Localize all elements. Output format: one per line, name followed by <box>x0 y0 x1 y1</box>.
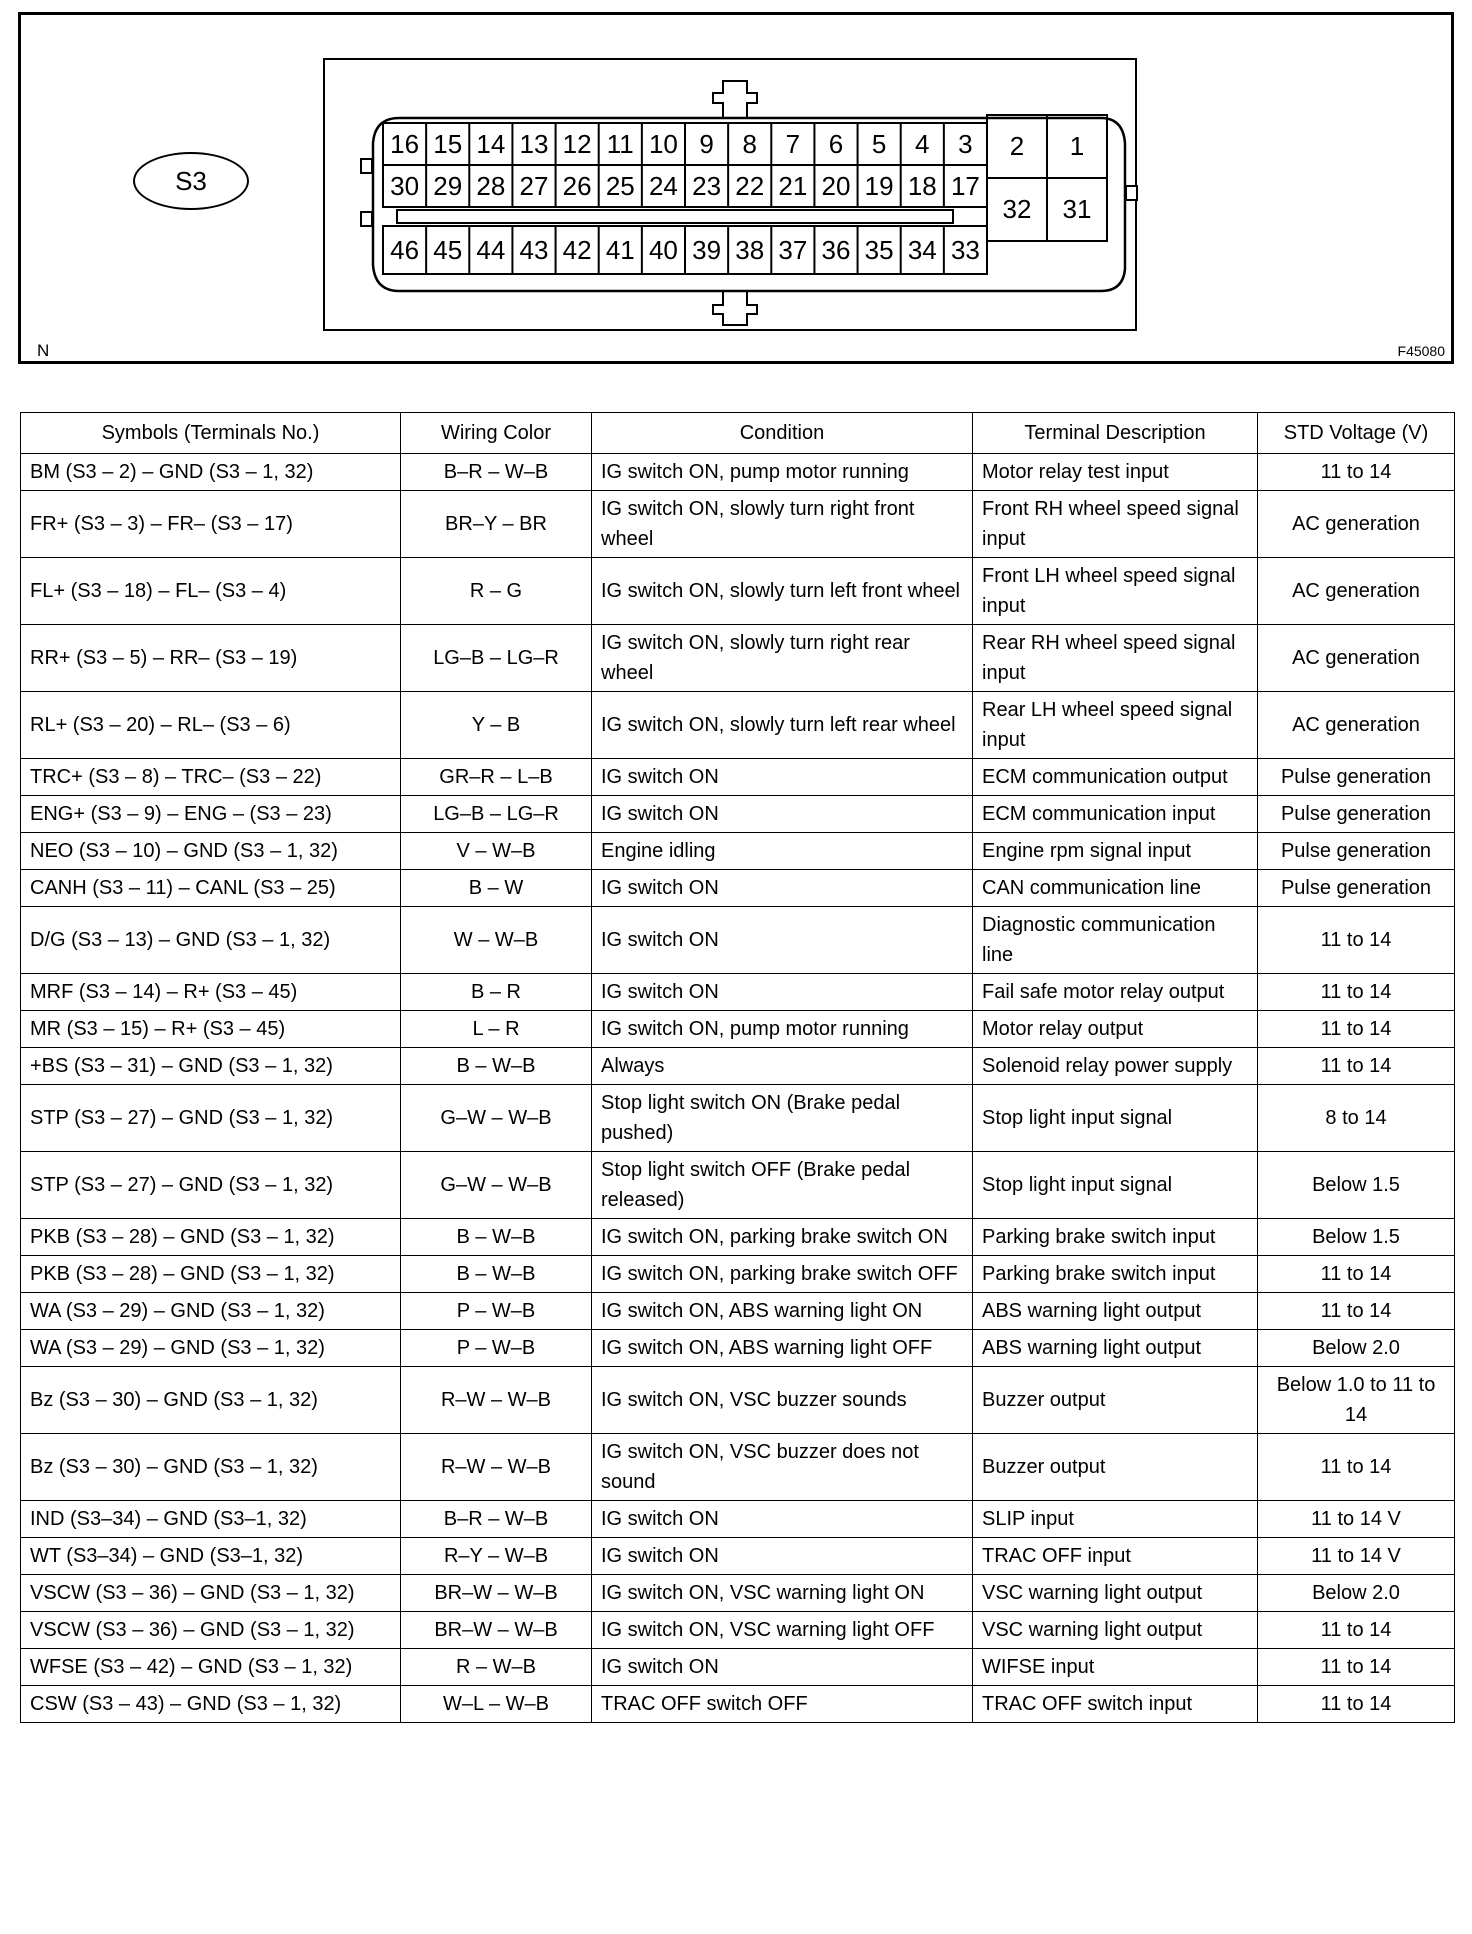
header-symbols: Symbols (Terminals No.) <box>21 413 401 454</box>
cell-terminal-description: Motor relay test input <box>973 454 1258 491</box>
cell-terminal-description: SLIP input <box>973 1501 1258 1538</box>
cell-symbols: WFSE (S3 – 42) – GND (S3 – 1, 32) <box>21 1649 401 1686</box>
pin-number: 45 <box>433 235 463 265</box>
cell-std-voltage: AC generation <box>1258 558 1455 625</box>
cell-terminal-description: Rear RH wheel speed signal input <box>973 625 1258 692</box>
cell-std-voltage: Pulse generation <box>1258 759 1455 796</box>
cell-condition: IG switch ON <box>592 974 973 1011</box>
cell-terminal-description: Parking brake switch input <box>973 1219 1258 1256</box>
table-row <box>21 1011 1455 1048</box>
cell-std-voltage: Below 1.0 to 11 to 14 <box>1258 1367 1455 1434</box>
pin-number: 2 <box>1009 131 1025 161</box>
pin-number: 21 <box>778 171 808 201</box>
cell-symbols: STP (S3 – 27) – GND (S3 – 1, 32) <box>21 1085 401 1152</box>
cell-terminal-description: ABS warning light output <box>973 1293 1258 1330</box>
table-row <box>21 1293 1455 1330</box>
table-header-row <box>21 413 1455 454</box>
header-terminal-description: Terminal Description <box>973 413 1258 454</box>
cell-condition: IG switch ON <box>592 907 973 974</box>
pin-number: 46 <box>390 235 420 265</box>
connector-left-nub-bottom <box>361 212 372 226</box>
pin-number: 4 <box>915 129 930 159</box>
cell-std-voltage: 11 to 14 V <box>1258 1538 1455 1575</box>
cell-std-voltage: 11 to 14 <box>1258 1612 1455 1649</box>
cell-condition: IG switch ON <box>592 1538 973 1575</box>
cell-wiring-color: B–R – W–B <box>401 454 592 491</box>
cell-std-voltage: Below 2.0 <box>1258 1575 1455 1612</box>
cell-std-voltage: 8 to 14 <box>1258 1085 1455 1152</box>
cell-condition: IG switch ON, ABS warning light ON <box>592 1293 973 1330</box>
cell-condition: Stop light switch ON (Brake pedal pushed) <box>592 1085 973 1152</box>
cell-symbols: VSCW (S3 – 36) – GND (S3 – 1, 32) <box>21 1575 401 1612</box>
cell-terminal-description: Front RH wheel speed signal input <box>973 491 1258 558</box>
cell-std-voltage: AC generation <box>1258 625 1455 692</box>
cell-condition: IG switch ON, pump motor running <box>592 1011 973 1048</box>
connector-right-nub <box>1126 186 1137 200</box>
connector-left-nub-top <box>361 159 372 173</box>
table-row <box>21 1501 1455 1538</box>
pin-number: 7 <box>785 129 801 159</box>
pin-number: 18 <box>907 171 937 201</box>
cell-condition: IG switch ON, VSC warning light OFF <box>592 1612 973 1649</box>
cell-wiring-color: P – W–B <box>401 1330 592 1367</box>
cell-wiring-color: R – W–B <box>401 1649 592 1686</box>
cell-std-voltage: 11 to 14 <box>1258 1649 1455 1686</box>
cell-condition: IG switch ON, parking brake switch ON <box>592 1219 973 1256</box>
cell-symbols: ENG+ (S3 – 9) – ENG – (S3 – 23) <box>21 796 401 833</box>
pin-number: 32 <box>1002 194 1032 224</box>
table-row <box>21 1367 1455 1434</box>
cell-condition: Engine idling <box>592 833 973 870</box>
cell-wiring-color: G–W – W–B <box>401 1152 592 1219</box>
table-row <box>21 1538 1455 1575</box>
cell-symbols: FR+ (S3 – 3) – FR– (S3 – 17) <box>21 491 401 558</box>
pin-number: 3 <box>958 129 973 159</box>
cell-wiring-color: LG–B – LG–R <box>401 625 592 692</box>
cell-std-voltage: AC generation <box>1258 491 1455 558</box>
cell-wiring-color: R – G <box>401 558 592 625</box>
table-body <box>21 454 1455 1723</box>
table-row <box>21 1219 1455 1256</box>
cell-wiring-color: V – W–B <box>401 833 592 870</box>
pin-number: 9 <box>699 129 714 159</box>
pin-number: 22 <box>735 171 765 201</box>
cell-condition: IG switch ON, slowly turn right rear wheel <box>592 625 973 692</box>
pin-number: 23 <box>692 171 722 201</box>
cell-symbols: VSCW (S3 – 36) – GND (S3 – 1, 32) <box>21 1612 401 1649</box>
pin-number: 40 <box>648 235 678 265</box>
pin-number: 30 <box>390 171 420 201</box>
cell-terminal-description: Stop light input signal <box>973 1085 1258 1152</box>
cell-symbols: MRF (S3 – 14) – R+ (S3 – 45) <box>21 974 401 1011</box>
pin-number: 27 <box>519 171 549 201</box>
cell-symbols: TRC+ (S3 – 8) – TRC– (S3 – 22) <box>21 759 401 796</box>
cell-wiring-color: L – R <box>401 1011 592 1048</box>
pin-number: 39 <box>692 235 722 265</box>
cell-std-voltage: 11 to 14 <box>1258 1686 1455 1723</box>
cell-terminal-description: CAN communication line <box>973 870 1258 907</box>
cell-symbols: STP (S3 – 27) – GND (S3 – 1, 32) <box>21 1152 401 1219</box>
figure-code: F45080 <box>1397 343 1445 359</box>
pin-number: 44 <box>476 235 506 265</box>
cell-condition: IG switch ON, parking brake switch OFF <box>592 1256 973 1293</box>
cell-std-voltage: 11 to 14 <box>1258 1011 1455 1048</box>
pin-number: 38 <box>735 235 765 265</box>
cell-wiring-color: R–W – W–B <box>401 1434 592 1501</box>
cell-condition: IG switch ON <box>592 1649 973 1686</box>
cell-terminal-description: Engine rpm signal input <box>973 833 1258 870</box>
header-condition: Condition <box>592 413 973 454</box>
cell-terminal-description: Fail safe motor relay output <box>973 974 1258 1011</box>
cell-std-voltage: 11 to 14 <box>1258 907 1455 974</box>
cell-symbols: IND (S3–34) – GND (S3–1, 32) <box>21 1501 401 1538</box>
pin-number: 12 <box>562 129 592 159</box>
cell-terminal-description: TRAC OFF input <box>973 1538 1258 1575</box>
cell-terminal-description: Motor relay output <box>973 1011 1258 1048</box>
pin-number: 26 <box>562 171 592 201</box>
cell-symbols: WA (S3 – 29) – GND (S3 – 1, 32) <box>21 1330 401 1367</box>
table-row <box>21 1612 1455 1649</box>
cell-wiring-color: LG–B – LG–R <box>401 796 592 833</box>
cell-std-voltage: 11 to 14 <box>1258 454 1455 491</box>
cell-terminal-description: Diagnostic communication line <box>973 907 1258 974</box>
table-row <box>21 625 1455 692</box>
cell-condition: IG switch ON, ABS warning light OFF <box>592 1330 973 1367</box>
table-row <box>21 759 1455 796</box>
cell-condition: IG switch ON, VSC buzzer sounds <box>592 1367 973 1434</box>
cell-symbols: +BS (S3 – 31) – GND (S3 – 1, 32) <box>21 1048 401 1085</box>
cell-wiring-color: GR–R – L–B <box>401 759 592 796</box>
cell-terminal-description: VSC warning light output <box>973 1575 1258 1612</box>
cell-condition: IG switch ON <box>592 796 973 833</box>
pin-number: 41 <box>605 235 635 265</box>
table-row <box>21 1256 1455 1293</box>
pin-number: 37 <box>778 235 808 265</box>
cell-terminal-description: Front LH wheel speed signal input <box>973 558 1258 625</box>
table-row <box>21 491 1455 558</box>
cell-terminal-description: ABS warning light output <box>973 1330 1258 1367</box>
table-row <box>21 907 1455 974</box>
header-std-voltage: STD Voltage (V) <box>1258 413 1455 454</box>
pin-number: 20 <box>821 171 851 201</box>
cell-terminal-description: Buzzer output <box>973 1367 1258 1434</box>
connector-figure <box>18 12 1454 364</box>
cell-wiring-color: P – W–B <box>401 1293 592 1330</box>
cell-wiring-color: R–Y – W–B <box>401 1538 592 1575</box>
cell-symbols: PKB (S3 – 28) – GND (S3 – 1, 32) <box>21 1256 401 1293</box>
pin-number: 6 <box>828 129 844 159</box>
cell-condition: IG switch ON, VSC buzzer does not sound <box>592 1434 973 1501</box>
cell-wiring-color: B – W–B <box>401 1219 592 1256</box>
pin-number: 1 <box>1069 131 1085 161</box>
pin-number: 10 <box>648 129 678 159</box>
cell-symbols: WT (S3–34) – GND (S3–1, 32) <box>21 1538 401 1575</box>
cell-wiring-color: BR–W – W–B <box>401 1575 592 1612</box>
pin-number: 16 <box>390 129 420 159</box>
cell-symbols: PKB (S3 – 28) – GND (S3 – 1, 32) <box>21 1219 401 1256</box>
cell-symbols: RR+ (S3 – 5) – RR– (S3 – 19) <box>21 625 401 692</box>
pin-number: 33 <box>950 235 980 265</box>
cell-symbols: WA (S3 – 29) – GND (S3 – 1, 32) <box>21 1293 401 1330</box>
pin-number: 43 <box>519 235 549 265</box>
cell-terminal-description: Stop light input signal <box>973 1152 1258 1219</box>
pin-number: 24 <box>648 171 678 201</box>
connector-label: S3 <box>175 165 207 196</box>
cell-symbols: RL+ (S3 – 20) – RL– (S3 – 6) <box>21 692 401 759</box>
pin-number: 13 <box>519 129 549 159</box>
cell-condition: IG switch ON <box>592 1501 973 1538</box>
table-row <box>21 974 1455 1011</box>
table-row <box>21 870 1455 907</box>
cell-std-voltage: 11 to 14 V <box>1258 1501 1455 1538</box>
pin-number: 8 <box>742 129 757 159</box>
pin-number: 42 <box>562 235 592 265</box>
cell-condition: IG switch ON, pump motor running <box>592 454 973 491</box>
pin-number: 5 <box>871 129 887 159</box>
cell-std-voltage: 11 to 14 <box>1258 1048 1455 1085</box>
terminal-spec-table <box>20 412 1455 1723</box>
cell-symbols: NEO (S3 – 10) – GND (S3 – 1, 32) <box>21 833 401 870</box>
cell-wiring-color: B – W–B <box>401 1256 592 1293</box>
cell-std-voltage: AC generation <box>1258 692 1455 759</box>
cell-terminal-description: Buzzer output <box>973 1434 1258 1501</box>
table-row <box>21 1048 1455 1085</box>
cell-condition: Always <box>592 1048 973 1085</box>
cell-wiring-color: B – R <box>401 974 592 1011</box>
cell-wiring-color: BR–Y – BR <box>401 491 592 558</box>
cell-symbols: Bz (S3 – 30) – GND (S3 – 1, 32) <box>21 1367 401 1434</box>
cell-symbols: D/G (S3 – 13) – GND (S3 – 1, 32) <box>21 907 401 974</box>
header-wiring-color: Wiring Color <box>401 413 592 454</box>
cell-wiring-color: Y – B <box>401 692 592 759</box>
cell-terminal-description: Solenoid relay power supply <box>973 1048 1258 1085</box>
table-row <box>21 796 1455 833</box>
cell-condition: IG switch ON <box>592 759 973 796</box>
pin-number: 14 <box>476 129 506 159</box>
cell-condition: Stop light switch OFF (Brake pedal released) <box>592 1152 973 1219</box>
cell-symbols: FL+ (S3 – 18) – FL– (S3 – 4) <box>21 558 401 625</box>
figure-corner-label: N <box>37 341 50 360</box>
cell-terminal-description: ECM communication output <box>973 759 1258 796</box>
pin-number: 11 <box>606 129 634 159</box>
pin-number: 17 <box>950 171 980 201</box>
cell-condition: IG switch ON <box>592 870 973 907</box>
table-row <box>21 1152 1455 1219</box>
cell-terminal-description: Parking brake switch input <box>973 1256 1258 1293</box>
table-row <box>21 692 1455 759</box>
pin-number: 34 <box>907 235 937 265</box>
table-row <box>21 833 1455 870</box>
cell-condition: TRAC OFF switch OFF <box>592 1686 973 1723</box>
cell-symbols: CSW (S3 – 43) – GND (S3 – 1, 32) <box>21 1686 401 1723</box>
cell-condition: IG switch ON, slowly turn right front wheel <box>592 491 973 558</box>
cell-wiring-color: W–L – W–B <box>401 1686 592 1723</box>
cell-std-voltage: 11 to 14 <box>1258 1434 1455 1501</box>
pin-number: 35 <box>864 235 894 265</box>
cell-wiring-color: G–W – W–B <box>401 1085 592 1152</box>
cell-terminal-description: TRAC OFF switch input <box>973 1686 1258 1723</box>
key-slot <box>397 210 953 223</box>
table-row <box>21 454 1455 491</box>
cell-std-voltage: 11 to 14 <box>1258 1256 1455 1293</box>
cell-symbols: BM (S3 – 2) – GND (S3 – 1, 32) <box>21 454 401 491</box>
connector-top-lock <box>713 81 757 118</box>
cell-symbols: MR (S3 – 15) – R+ (S3 – 45) <box>21 1011 401 1048</box>
cell-terminal-description: Rear LH wheel speed signal input <box>973 692 1258 759</box>
connector-bottom-lock <box>713 291 757 325</box>
cell-condition: IG switch ON, slowly turn left rear wheel <box>592 692 973 759</box>
cell-terminal-description: WIFSE input <box>973 1649 1258 1686</box>
table-row <box>21 1686 1455 1723</box>
cell-std-voltage: Pulse generation <box>1258 796 1455 833</box>
cell-symbols: CANH (S3 – 11) – CANL (S3 – 25) <box>21 870 401 907</box>
cell-std-voltage: 11 to 14 <box>1258 974 1455 1011</box>
table-row <box>21 1575 1455 1612</box>
cell-wiring-color: R–W – W–B <box>401 1367 592 1434</box>
cell-condition: IG switch ON, VSC warning light ON <box>592 1575 973 1612</box>
cell-wiring-color: B–R – W–B <box>401 1501 592 1538</box>
cell-wiring-color: B – W <box>401 870 592 907</box>
pin-number: 36 <box>821 235 851 265</box>
cell-std-voltage: 11 to 14 <box>1258 1293 1455 1330</box>
table-row <box>21 1330 1455 1367</box>
cell-wiring-color: W – W–B <box>401 907 592 974</box>
table-row <box>21 1434 1455 1501</box>
cell-terminal-description: VSC warning light output <box>973 1612 1258 1649</box>
pin-number: 28 <box>476 171 506 201</box>
cell-std-voltage: Below 1.5 <box>1258 1219 1455 1256</box>
table-row <box>21 558 1455 625</box>
cell-std-voltage: Below 1.5 <box>1258 1152 1455 1219</box>
cell-symbols: Bz (S3 – 30) – GND (S3 – 1, 32) <box>21 1434 401 1501</box>
pin-number: 19 <box>864 171 894 201</box>
cell-std-voltage: Below 2.0 <box>1258 1330 1455 1367</box>
table-row <box>21 1085 1455 1152</box>
cell-wiring-color: BR–W – W–B <box>401 1612 592 1649</box>
pin-number: 25 <box>605 171 635 201</box>
cell-std-voltage: Pulse generation <box>1258 833 1455 870</box>
cell-condition: IG switch ON, slowly turn left front wheel <box>592 558 973 625</box>
pin-number: 29 <box>433 171 463 201</box>
table-row <box>21 1649 1455 1686</box>
cell-terminal-description: ECM communication input <box>973 796 1258 833</box>
cell-std-voltage: Pulse generation <box>1258 870 1455 907</box>
pin-number: 15 <box>433 129 463 159</box>
cell-wiring-color: B – W–B <box>401 1048 592 1085</box>
pin-number: 31 <box>1062 194 1092 224</box>
